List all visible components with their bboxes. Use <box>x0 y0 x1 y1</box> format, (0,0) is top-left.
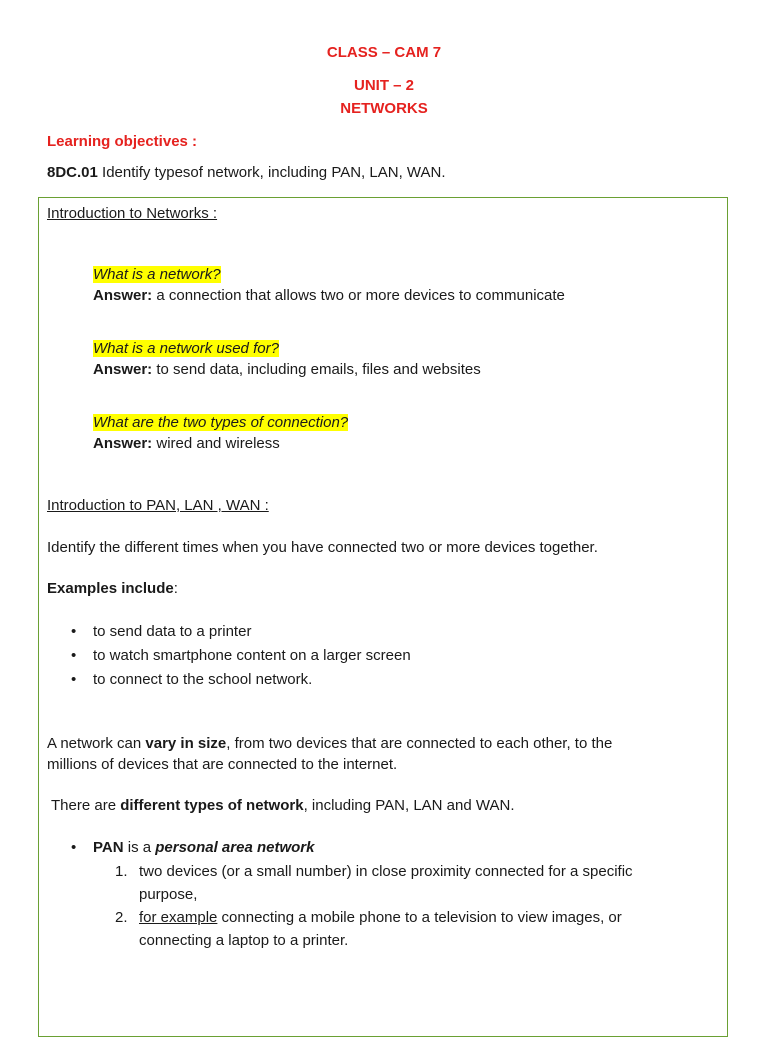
bullet-icon: • <box>71 647 77 664</box>
answer-3: Answer: wired and wireless <box>93 435 280 452</box>
identify-text: Identify the different times when you have connected two or more devices together. <box>47 539 598 556</box>
bullet-icon: • <box>71 839 77 856</box>
answer-1: Answer: a connection that allows two or more devices to communicate <box>93 287 565 304</box>
objectives-heading: Learning objectives : <box>47 133 198 150</box>
size-paragraph-line-2: millions of devices that are connected to the internet. <box>47 756 398 773</box>
question-1: What is a network? <box>93 266 221 283</box>
pan-point-2: 2. for example connecting a mobile phone to a television to view images, or <box>115 909 622 926</box>
question-2: What is a network used for? <box>93 340 279 357</box>
types-paragraph: There are different types of network, including PAN, LAN and WAN. <box>51 797 515 814</box>
bullet-icon: • <box>71 671 77 688</box>
question-3: What are the two types of connection? <box>93 414 349 431</box>
unit-title: UNIT – 2 <box>353 77 414 94</box>
pan-point-1: 1. two devices (or a small number) in close proximity connected for a specific <box>115 863 633 880</box>
pan-bullet: • PAN is a personal area network <box>71 839 315 856</box>
example-item: • to watch smartphone content on a larger screen <box>71 647 411 664</box>
answer-2: Answer: to send data, including emails, files and websites <box>93 361 481 378</box>
objective-text: Identify typesof network, including PAN, LAN, WAN. <box>97 164 446 181</box>
pan-point-1-cont: purpose, <box>139 886 198 903</box>
pan-lan-wan-heading: Introduction to PAN, LAN , WAN : <box>47 497 269 514</box>
example-item: • to connect to the school network. <box>71 671 313 688</box>
class-title: CLASS – CAM 7 <box>326 44 442 61</box>
intro-heading: Introduction to Networks : <box>47 205 218 222</box>
bullet-icon: • <box>71 623 77 640</box>
objective-line <box>47 162 446 183</box>
example-item: • to send data to a printer <box>71 623 252 640</box>
size-paragraph-line-1: A network can vary in size, from two devices that are connected to each other, to the <box>47 735 613 752</box>
topic-title: NETWORKS <box>340 100 428 117</box>
examples-label: Examples include: <box>47 580 178 597</box>
objective-code: 8DC.01 <box>47 164 98 181</box>
pan-point-2-cont: connecting a laptop to a printer. <box>139 932 349 949</box>
